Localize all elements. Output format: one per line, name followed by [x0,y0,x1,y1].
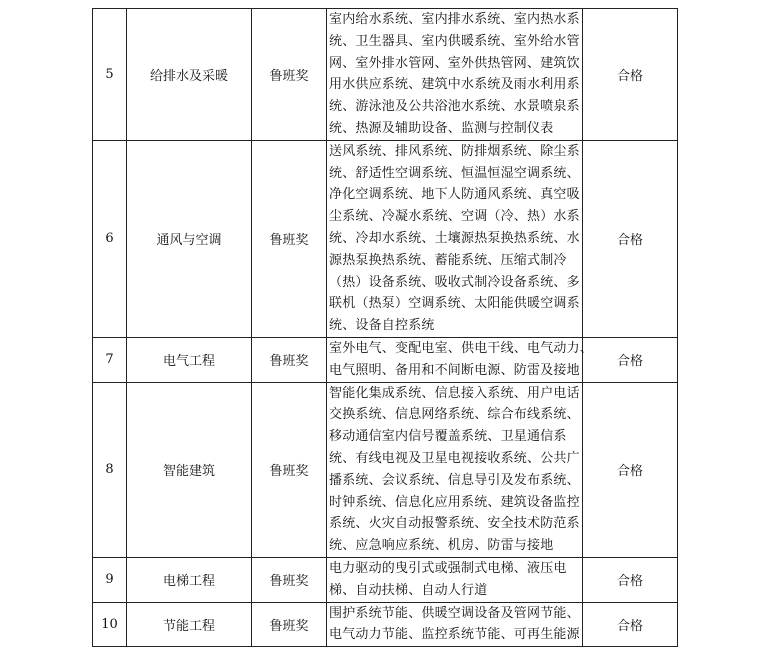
row-number-cell: 5 [93,9,127,141]
result-cell: 合格 [583,9,678,141]
content-line: 统、应急响应系统、机房、防雷与接地 [329,538,554,554]
subsection-name-cell: 电气工程 [127,337,252,382]
content-line: 源热泵换热系统、蓄能系统、压缩式制冷 [329,252,567,268]
content-line: 统、卫生器具、室内供暖系统、室外给水管 [329,33,580,49]
result-cell: 合格 [583,557,678,602]
table-row [93,557,678,602]
row-number-cell: 9 [93,557,127,602]
row-number-cell: 8 [93,382,127,557]
content-line: 用水供应系统、建筑中水系统及雨水利用系 [329,77,580,93]
content-cell [327,337,594,382]
content-line: 联机（热泵）空调系统、太阳能供暖空调系 [329,296,580,312]
content-line: 室外电气、变配电室、供电干线、电气动力、 [329,340,594,356]
subsection-name-cell: 通风与空调 [127,140,252,337]
content-line: 网、室外排水管网、室外供热管网、建筑饮 [329,55,580,71]
award-cell: 鲁班奖 [252,382,327,557]
content-line: 时钟系统、信息化应用系统、建筑设备监控 [329,494,580,510]
award-cell: 鲁班奖 [252,140,327,337]
table-row [93,382,678,557]
content-line: 送风系统、排风系统、防排烟系统、除尘系 [329,143,580,159]
subsection-name-cell: 电梯工程 [127,557,252,602]
row-number-cell: 7 [93,337,127,382]
table-row [93,140,678,337]
table-row [93,602,678,647]
content-line: 统、设备自控系统 [329,318,435,334]
content-cell [327,602,583,647]
content-line: 电气动力节能、监控系统节能、可再生能源 [329,627,580,643]
result-cell: 合格 [583,140,678,337]
subsection-name-cell: 节能工程 [127,602,252,647]
content-line: 播系统、会议系统、信息导引及发布系统、 [329,472,580,488]
content-line: 统、游泳池及公共浴池水系统、水景喷泉系 [329,99,580,115]
result-cell: 合格 [583,382,678,557]
acceptance-table-page [92,8,670,647]
content-line: 统、舒适性空调系统、恒温恒湿空调系统、 [329,165,580,181]
content-cell [327,9,583,141]
result-cell: 合格 [583,337,678,382]
content-line: 电气照明、备用和不间断电源、防雷及接地 [329,362,580,378]
content-line: 尘系统、冷凝水系统、空调（冷、热）水系 [329,209,580,225]
content-line: 移动通信室内信号覆盖系统、卫星通信系 [329,429,567,445]
award-cell: 鲁班奖 [252,337,327,382]
content-line: 统、热源及辅助设备、监测与控制仪表 [329,120,554,136]
content-line: 室内给水系统、室内排水系统、室内热水系 [329,12,580,27]
content-line: 围护系统节能、供暖空调设备及管网节能、 [329,605,580,621]
award-cell: 鲁班奖 [252,602,327,647]
row-number-cell: 6 [93,140,127,337]
row-number-cell: 10 [93,602,127,647]
content-line: 梯、自动扶梯、自动人行道 [329,582,488,598]
content-cell [327,140,583,337]
content-cell [327,382,583,557]
table-row [93,9,678,141]
content-line: 智能化集成系统、信息接入系统、用户电话 [329,385,580,401]
table-row [93,337,678,382]
result-cell: 合格 [583,602,678,647]
content-line: 统、有线电视及卫星电视接收系统、公共广 [329,450,580,466]
acceptance-table [92,8,678,647]
content-line: 电力驱动的曳引式或强制式电梯、液压电 [329,560,567,576]
content-line: 统、冷却水系统、土壤源热泵换热系统、水 [329,230,580,246]
content-line: （热）设备系统、吸收式制冷设备系统、多 [329,274,580,290]
content-line: 系统、火灾自动报警系统、安全技术防范系 [329,516,580,532]
table-body [93,9,678,647]
content-line: 交换系统、信息网络系统、综合布线系统、 [329,407,580,423]
subsection-name-cell: 智能建筑 [127,382,252,557]
award-cell: 鲁班奖 [252,9,327,141]
content-line: 净化空调系统、地下人防通风系统、真空吸 [329,187,580,203]
award-cell: 鲁班奖 [252,557,327,602]
subsection-name-cell: 给排水及采暖 [127,9,252,141]
content-cell [327,557,583,602]
